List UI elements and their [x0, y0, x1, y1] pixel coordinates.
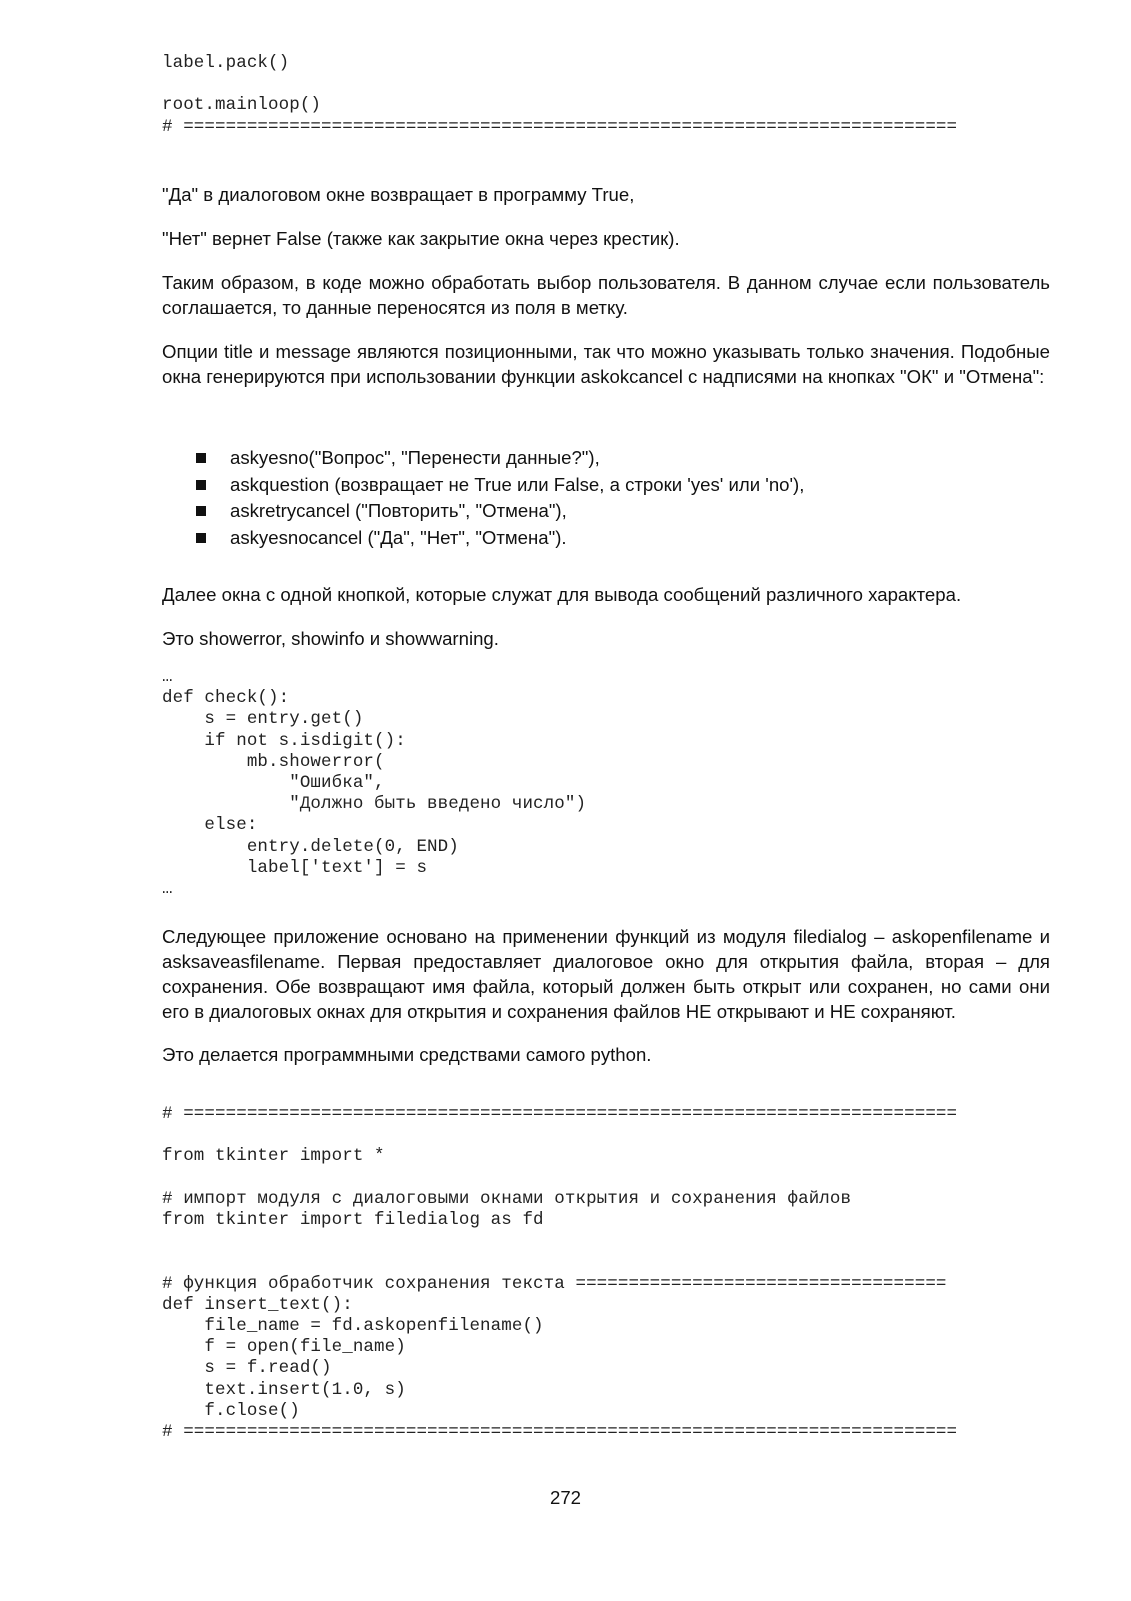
paragraph-single-button-windows: Далее окна с одной кнопкой, которые служат для вывода сообщений различного характера.: [162, 584, 962, 605]
paragraph-options-positional: Опции title и message являются позиционными, так что можно указывать только значения. Подобные окна генерируются при использовании функции askokcancel с надписями на кнопках "ОК" и "Отмена":: [162, 341, 1050, 387]
square-bullet-icon: [196, 506, 206, 516]
list-item-text: askyesno("Вопрос", "Перенести данные?"),: [230, 447, 600, 468]
code-block-filedialog-example: # ========================================================================= from tkinter import * # импорт модуля с диалоговыми окнами открытия и сохранения файлов from tkinter import filedialog as fd # функция обработчик сохранения текста =================================== def insert_text(): file_name = fd.askopenfilename() f = open(file_name) s = f.read() text.insert(1.0, s) f.close() # =========================================================================: [162, 1104, 958, 1443]
paragraph-show-functions: Это showerror, showinfo и showwarning.: [162, 628, 499, 649]
list-item-text: askretrycancel ("Повторить", "Отмена"),: [230, 500, 567, 521]
paragraph-python-means: Это делается программными средствами самого python.: [162, 1044, 652, 1065]
paragraph-filedialog-app: Следующее приложение основано на применении функций из модуля filedialog – askopenfilename и asksaveasfilename. Первая предоставляет диалоговое окно для открытия файла, вторая – для сохранения. Обе возвращают имя файла, который должен быть открыт или сохранен, но сами они его в диалоговых окнах для открытия и сохранения файлов НЕ открывают и НЕ сохраняют.: [162, 926, 1050, 1022]
list-item-text: askyesnocancel ("Да", "Нет", "Отмена").: [230, 526, 567, 548]
paragraph-no-returns-false: "Нет" вернет False (также как закрытие окна через крестик).: [162, 228, 680, 249]
code-block-tkinter-end: label.pack() root.mainloop() # =========================================================================: [162, 53, 958, 137]
page-number: 272: [549, 1487, 582, 1508]
paragraph-handle-user-choice: Таким образом, в коде можно обработать выбор пользователя. В данном случае если пользователь соглашается, то данные переносятся из поля в метку.: [162, 272, 1050, 318]
square-bullet-icon: [196, 480, 206, 490]
square-bullet-icon: [196, 533, 206, 543]
square-bullet-icon: [196, 453, 206, 463]
list-item-text: askquestion (возвращает не True или False, а строки 'yes' или 'no'),: [230, 473, 805, 495]
code-block-check-function: … def check(): s = entry.get() if not s.isdigit(): mb.showerror( "Ошибка", "Должно быть введено число") else: entry.delete(0, END) label['text'] = s …: [162, 667, 587, 900]
paragraph-yes-returns-true: "Да" в диалоговом окне возвращает в программу True,: [162, 184, 635, 205]
